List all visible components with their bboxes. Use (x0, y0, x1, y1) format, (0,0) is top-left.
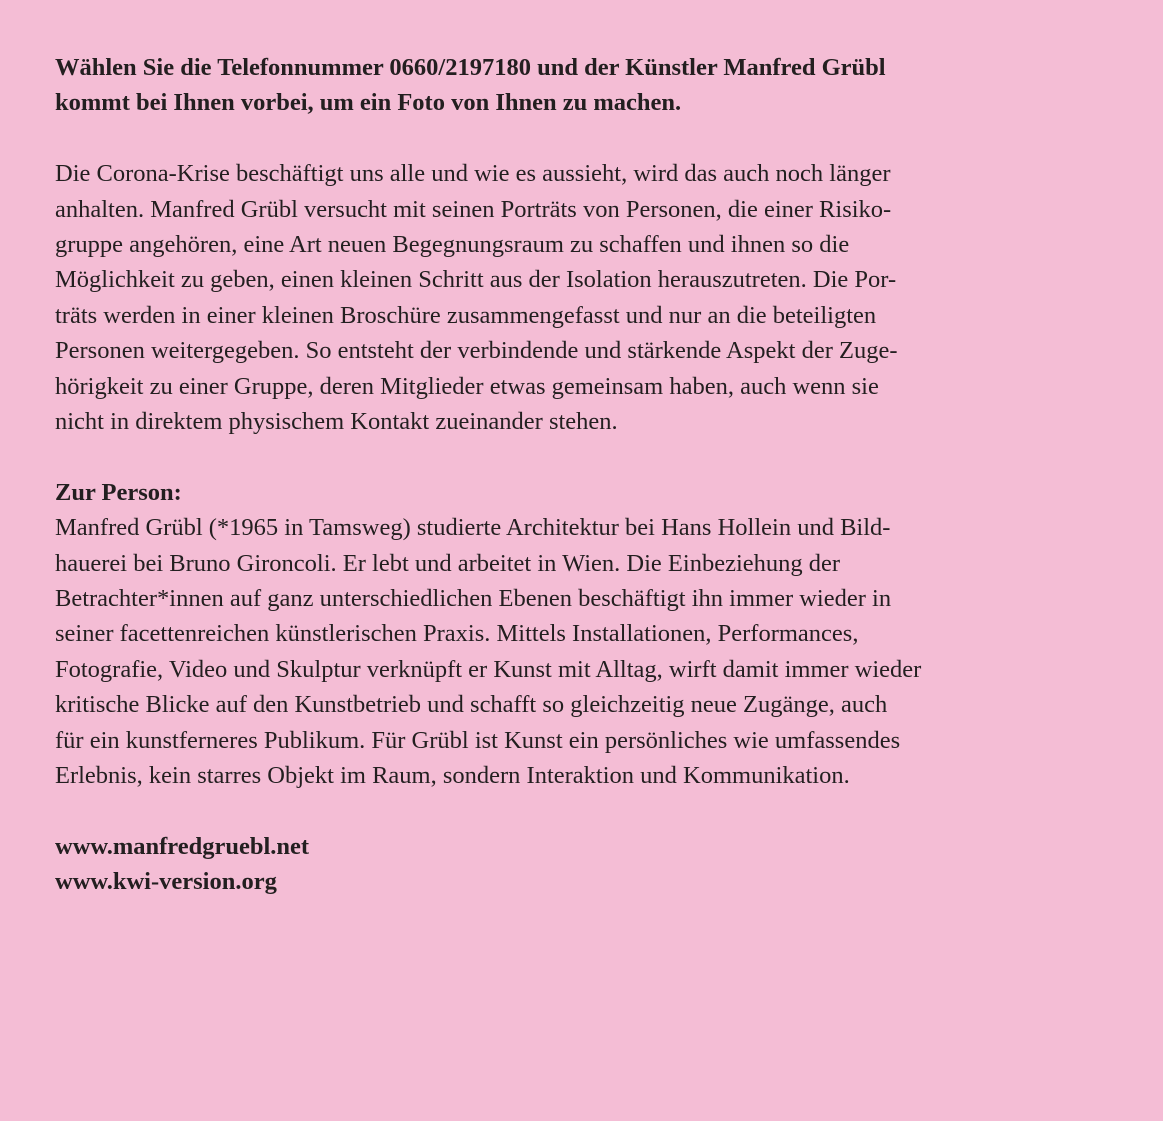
person-line: hauerei bei Bruno Gironcoli. Er lebt und arbeitet in Wien. Die Einbeziehung der (55, 549, 841, 577)
description-line: hörigkeit zu einer Gruppe, deren Mitglieder etwas gemeinsam haben, auch wenn sie (55, 372, 879, 400)
person-line: Fotografie, Video und Skulptur verknüpft er Kunst mit Alltag, wirft damit immer wieder (55, 655, 922, 683)
person-heading: Zur Person: (55, 478, 182, 506)
description-line: anhalten. Manfred Grübl versucht mit seinen Porträts von Personen, die einer Risiko- (55, 195, 892, 223)
person-line: Manfred Grübl (*1965 in Tamsweg) studierte Architektur bei Hans Hollein und Bild- (55, 514, 891, 542)
intro-line: Wählen Sie die Telefonnummer 0660/2197180 und der Künstler Manfred Grübl (55, 54, 886, 81)
person-line: Betrachter*innen auf ganz unterschiedlichen Ebenen beschäftigt ihn immer wieder in (55, 585, 892, 613)
paragraph-spacer (55, 121, 1115, 156)
website-link-kwi-version[interactable]: www.kwi-version.org (55, 868, 277, 896)
website-link-manfredgruebl[interactable]: www.manfredgruebl.net (55, 832, 310, 860)
paragraph-spacer (55, 794, 1115, 829)
description-line: gruppe angehören, eine Art neuen Begegnungsraum zu schaffen und ihnen so die (55, 231, 850, 259)
intro-paragraph (55, 50, 1115, 121)
description-line: Personen weitergegeben. So entsteht der verbindende und stärkende Aspekt der Zuge- (55, 337, 898, 365)
person-line: seiner facettenreichen künstlerischen Praxis. Mittels Installationen, Performances, (55, 620, 859, 648)
description-line: Die Corona-Krise beschäftigt uns alle und wie es aussieht, wird das auch noch länger (55, 160, 891, 188)
document-page (55, 50, 1115, 900)
person-line: kritische Blicke auf den Kunstbetrieb und schafft so gleichzeitig neue Zugänge, auch (55, 691, 888, 719)
description-line: nicht in direktem physischem Kontakt zueinander stehen. (55, 408, 618, 436)
person-line: für ein kunstferneres Publikum. Für Grübl ist Kunst ein persönliches wie umfassendes (55, 726, 901, 754)
description-paragraph (55, 156, 1115, 439)
links-section (55, 829, 1115, 900)
person-line: Erlebnis, kein starres Objekt im Raum, sondern Interaktion und Kommunikation. (55, 762, 850, 790)
person-section (55, 475, 1115, 794)
paragraph-spacer (55, 439, 1115, 474)
intro-line: kommt bei Ihnen vorbei, um ein Foto von Ihnen zu machen. (55, 89, 682, 117)
description-line: träts werden in einer kleinen Broschüre zusammengefasst und nur an die beteiligten (55, 301, 877, 329)
description-line: Möglichkeit zu geben, einen kleinen Schritt aus der Isolation herauszutreten. Die Por- (55, 266, 897, 294)
